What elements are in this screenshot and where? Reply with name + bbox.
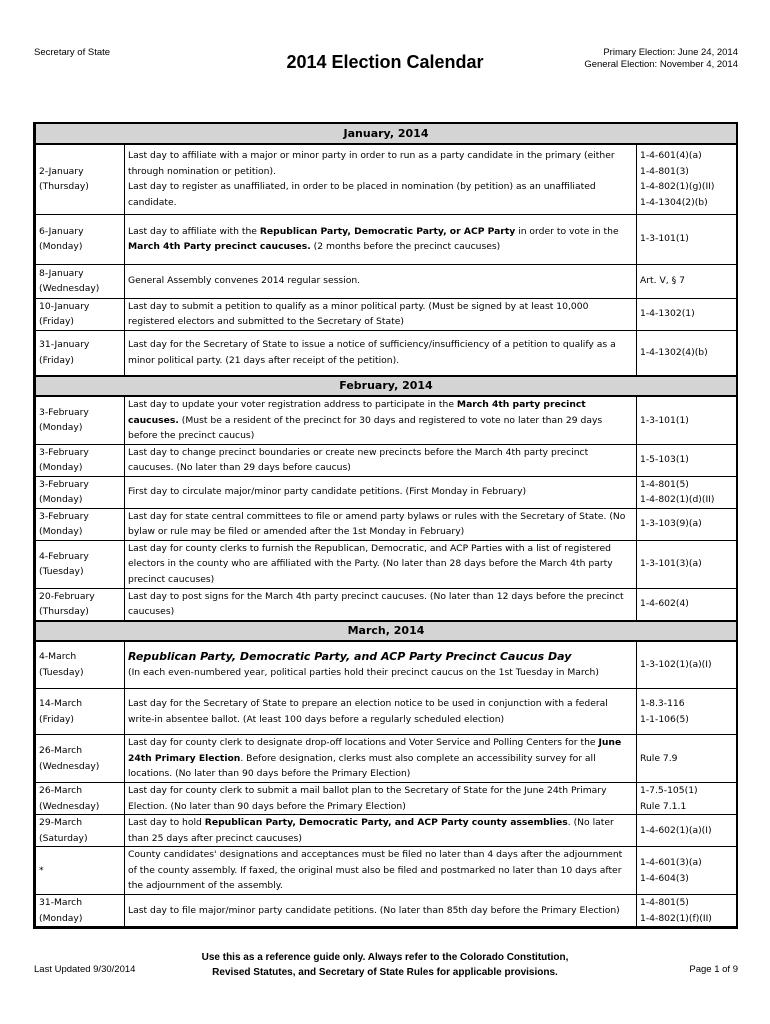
weekday: (Wednesday) <box>39 283 100 294</box>
description-cell <box>125 588 637 621</box>
reference-cell <box>637 298 737 330</box>
description: . (No later than 25 days after precinct caucuses) <box>128 817 614 844</box>
statute-reference: Rule 7.1.1 <box>640 800 687 812</box>
description: Last day for county clerk to designate drop-off locations and Voter Service and Polling Centers for the <box>128 737 599 749</box>
weekday: (Monday) <box>39 422 83 434</box>
weekday: (Monday) <box>39 912 83 924</box>
date: 14-March <box>39 698 83 709</box>
date-cell <box>36 689 125 735</box>
statute-reference: 1-3-103(9)(a) <box>640 518 702 530</box>
weekday: (Tuesday) <box>39 666 84 678</box>
description-cell <box>125 815 637 847</box>
month-header-january <box>36 124 737 144</box>
month-header-march <box>36 621 737 641</box>
statute-reference: 1-4-801(3) <box>640 165 689 177</box>
description-cell <box>125 735 637 783</box>
reference-cell <box>637 641 737 689</box>
description-cell <box>125 476 637 508</box>
statute-reference: 1-3-101(3)(a) <box>640 558 702 570</box>
table-row <box>36 815 737 847</box>
statute-reference: 1-4-802(1)(g)(II) <box>640 181 715 193</box>
weekday: (Thursday) <box>39 181 89 193</box>
date: 10-January <box>39 300 90 312</box>
statute-reference: 1-4-801(5) <box>640 897 689 908</box>
description-cell <box>125 444 637 476</box>
statute-reference: 1-4-602(4) <box>640 598 689 610</box>
statute-reference: Rule 7.9 <box>640 752 678 764</box>
date: 2-January <box>39 165 84 177</box>
date-cell <box>36 895 125 927</box>
description: Last day for county clerks to furnish the Republican, Democratic, and ACP Parties with a list of registered electors in the county who are affiliated with the Party. (No later than 28 days before the March 4th party precinct caucuses) <box>128 542 613 585</box>
general-election-date: General Election: November 4, 2014 <box>584 59 738 70</box>
page-title: 2014 Election Calendar <box>286 52 484 72</box>
reference-disclaimer <box>0 950 770 980</box>
statute-reference: 1-4-1302(4)(b) <box>640 347 708 358</box>
date: * <box>39 864 44 876</box>
date: 31-January <box>39 339 90 351</box>
description: First day to circulate major/minor party candidate petitions. (First Monday in February) <box>128 486 527 498</box>
description: Last day to submit a petition to qualify as a minor political party. (Must be signed by at least 10,000 registered electors and submitted to the Secretary of State) <box>128 300 589 327</box>
statute-reference: 1-4-802(1)(d)(II) <box>640 494 715 505</box>
description-cell <box>125 144 637 214</box>
date: 3-February <box>39 510 89 522</box>
date: 26-March <box>39 745 83 756</box>
date-cell <box>36 396 125 444</box>
weekday: (Friday) <box>39 354 75 366</box>
weekday: (Tuesday) <box>39 566 84 577</box>
date-cell <box>36 783 125 815</box>
description: Last day to change precinct boundaries or create new precincts before the March 4th party precinct caucuses. (No later than 29 days before caucus) <box>128 446 589 473</box>
reference-cell <box>637 783 737 815</box>
date: 3-February <box>39 406 89 418</box>
caucus-day-title: Republican Party, Democratic Party, and ACP Party Precinct Caucus Day <box>128 650 572 664</box>
month-label: January, 2014 <box>36 124 737 144</box>
statute-reference: 1-4-1302(1) <box>640 308 695 320</box>
weekday: (Thursday) <box>39 606 89 617</box>
description-cell <box>125 783 637 815</box>
statute-reference: 1-3-101(1) <box>640 233 689 245</box>
statute-reference: Art. V, § 7 <box>640 275 685 287</box>
description-emphasis: March 4th Party precinct caucuses. <box>128 241 311 252</box>
description-emphasis: March 4th party precinct caucuses. <box>128 399 586 426</box>
table-row <box>36 641 737 689</box>
primary-election-date: Primary Election: June 24, 2014 <box>603 47 738 58</box>
weekday: (Wednesday) <box>39 760 100 772</box>
month-header-february <box>36 376 737 396</box>
date-cell <box>36 641 125 689</box>
reference-cell <box>637 815 737 847</box>
election-calendar-table <box>33 122 738 929</box>
reference-cell <box>637 144 737 214</box>
statute-reference: 1-3-102(1)(a)(I) <box>640 659 712 670</box>
description: (Must be a resident of the precinct for 30 days and registered to vote no later than 29 days before the precinct caucus) <box>128 414 603 441</box>
description-cell <box>125 508 637 540</box>
date: 26-March <box>39 785 83 796</box>
description-cell <box>125 264 637 298</box>
reference-cell <box>637 264 737 298</box>
description: Last day to file major/minor party candidate petitions. (No later than 85th day before the Primary Election) <box>128 904 620 916</box>
weekday: (Wednesday) <box>39 800 100 812</box>
weekday: (Friday) <box>39 713 75 725</box>
table-row <box>36 895 737 927</box>
date: 8-January <box>39 267 84 279</box>
reference-cell <box>637 476 737 508</box>
statute-reference: 1-4-601(4)(a) <box>640 150 702 162</box>
disclaimer-line: Revised Statutes, and Secretary of State Rules for applicable provisions. <box>212 967 558 978</box>
reference-cell <box>637 508 737 540</box>
date-cell <box>36 815 125 847</box>
date-cell <box>36 298 125 330</box>
weekday: (Monday) <box>39 494 83 505</box>
description: in order to vote in the <box>515 225 619 237</box>
reference-cell <box>637 689 737 735</box>
description: (2 months before the precinct caucuses) <box>310 241 501 252</box>
statute-reference: 1-4-1304(2)(b) <box>640 196 708 208</box>
description-cell <box>125 396 637 444</box>
election-dates <box>584 47 738 71</box>
table-row <box>36 540 737 588</box>
disclaimer-line: Use this as a reference guide only. Always refer to the Colorado Constitution, <box>201 952 569 963</box>
statute-reference: 1-1-106(5) <box>640 713 689 725</box>
date-cell <box>36 847 125 895</box>
reference-cell <box>637 396 737 444</box>
weekday: (Monday) <box>39 241 83 252</box>
table-row <box>36 144 737 214</box>
description: County candidates' designations and acceptances must be filed no later than 4 days after the adjournment of the county assembly. If faxed, the original must also be filed and postmarked no later than 10 days after the adjournment of the assembly. <box>128 849 623 892</box>
description: Last day to hold <box>128 817 205 828</box>
date-cell <box>36 264 125 298</box>
last-updated: Last Updated 9/30/2014 <box>34 964 136 975</box>
description: Last day for the Secretary of State to prepare an election notice to be used in conjunction with a federal write-in absentee ballot. (At least 100 days before a regularly scheduled election) <box>128 698 608 725</box>
description-cell <box>125 895 637 927</box>
date: 3-February <box>39 478 89 490</box>
description: . Before designation, clerks must also complete an accessibility survey for all locations. (No later than 90 days before the Primary Election) <box>128 752 596 780</box>
table-row <box>36 396 737 444</box>
description: General Assembly convenes 2014 regular session. <box>128 275 361 287</box>
weekday: (Saturday) <box>39 832 88 844</box>
description-cell <box>125 540 637 588</box>
description: Last day to register as unaffiliated, in order to be placed in nomination (by petition) as an unaffiliated candidate. <box>128 181 596 208</box>
description-cell <box>125 330 637 376</box>
reference-cell <box>637 330 737 376</box>
table-row <box>36 735 737 783</box>
table-row <box>36 444 737 476</box>
description: Last day to affiliate with a major or minor party in order to run as a party candidate in the primary (either through nomination or petition). <box>128 150 615 177</box>
month-label: March, 2014 <box>36 621 737 641</box>
statute-reference: 1-4-601(3)(a) <box>640 857 702 868</box>
statute-reference: 1-4-802(1)(f)(II) <box>640 912 712 924</box>
table-row <box>36 783 737 815</box>
description: Last day to update your voter registration address to participate in the <box>128 399 457 410</box>
date: 4-February <box>39 550 89 562</box>
reference-cell <box>637 895 737 927</box>
reference-cell <box>637 540 737 588</box>
description: Last day for the Secretary of State to issue a notice of sufficiency/insufficiency of a petition to qualify as a minor political party. (21 days after receipt of the petition). <box>128 339 616 366</box>
table-row <box>36 689 737 735</box>
date: 29-March <box>39 817 83 828</box>
description-cell <box>125 689 637 735</box>
date-cell <box>36 476 125 508</box>
table-row <box>36 330 737 376</box>
date-cell <box>36 735 125 783</box>
date: 31-March <box>39 897 83 908</box>
date-cell <box>36 214 125 264</box>
description: Last day to post signs for the March 4th party precinct caucuses. (No later than 12 days before the precinct caucuses) <box>128 590 624 617</box>
weekday: (Friday) <box>39 316 75 327</box>
office-name: Secretary of State <box>34 47 111 58</box>
reference-cell <box>637 847 737 895</box>
table-row <box>36 264 737 298</box>
date-cell <box>36 444 125 476</box>
reference-cell <box>637 214 737 264</box>
description-cell <box>125 298 637 330</box>
description: Last day for county clerk to submit a mail ballot plan to the Secretary of State for the June 24th Primary Election. (No later than 90 days before the Primary Election) <box>128 785 607 812</box>
description-emphasis: Republican Party, Democratic Party, and ACP Party county assemblies <box>204 817 568 828</box>
description-emphasis: June 24th Primary Election <box>128 737 622 764</box>
table-row <box>36 476 737 508</box>
statute-reference: 1-7.5-105(1) <box>640 785 698 796</box>
date: 3-February <box>39 446 89 458</box>
statute-reference: 1-3-101(1) <box>640 414 689 426</box>
reference-cell <box>637 735 737 783</box>
statute-reference: 1-4-602(1)(a)(I) <box>640 824 712 836</box>
description: Last day to affiliate with the <box>128 225 260 237</box>
table-row <box>36 508 737 540</box>
table-row <box>36 847 737 895</box>
page-number: Page 1 of 9 <box>689 964 738 975</box>
description-cell <box>125 641 637 689</box>
table-row <box>36 298 737 330</box>
weekday: (Monday) <box>39 526 83 537</box>
weekday: (Monday) <box>39 462 83 473</box>
date: 6-January <box>39 225 84 237</box>
description-emphasis: Republican Party, Democratic Party, or ACP Party <box>259 225 516 237</box>
date: 20-February <box>39 590 95 602</box>
statute-reference: 1-4-801(5) <box>640 478 689 490</box>
description-cell <box>125 847 637 895</box>
date-cell <box>36 144 125 214</box>
statute-reference: 1-5-103(1) <box>640 454 689 466</box>
reference-cell <box>637 588 737 621</box>
description: Last day for state central committees to file or amend party bylaws or rules with the Secretary of State. (No bylaw or rule may be filed or amended after the 1st Monday in February) <box>128 510 626 537</box>
statute-reference: 1-4-604(3) <box>640 872 689 884</box>
date-cell <box>36 588 125 621</box>
description-cell <box>125 214 637 264</box>
table-row <box>36 214 737 264</box>
date-cell <box>36 330 125 376</box>
date: 4-March <box>39 651 77 663</box>
date-cell <box>36 540 125 588</box>
date-cell <box>36 508 125 540</box>
statute-reference: 1-8.3-116 <box>640 698 685 709</box>
description: (In each even-numbered year, political parties hold their precinct caucus on the 1st Tuesday in March) <box>128 666 599 678</box>
table-row <box>36 588 737 621</box>
reference-cell <box>637 444 737 476</box>
month-label: February, 2014 <box>36 376 737 396</box>
